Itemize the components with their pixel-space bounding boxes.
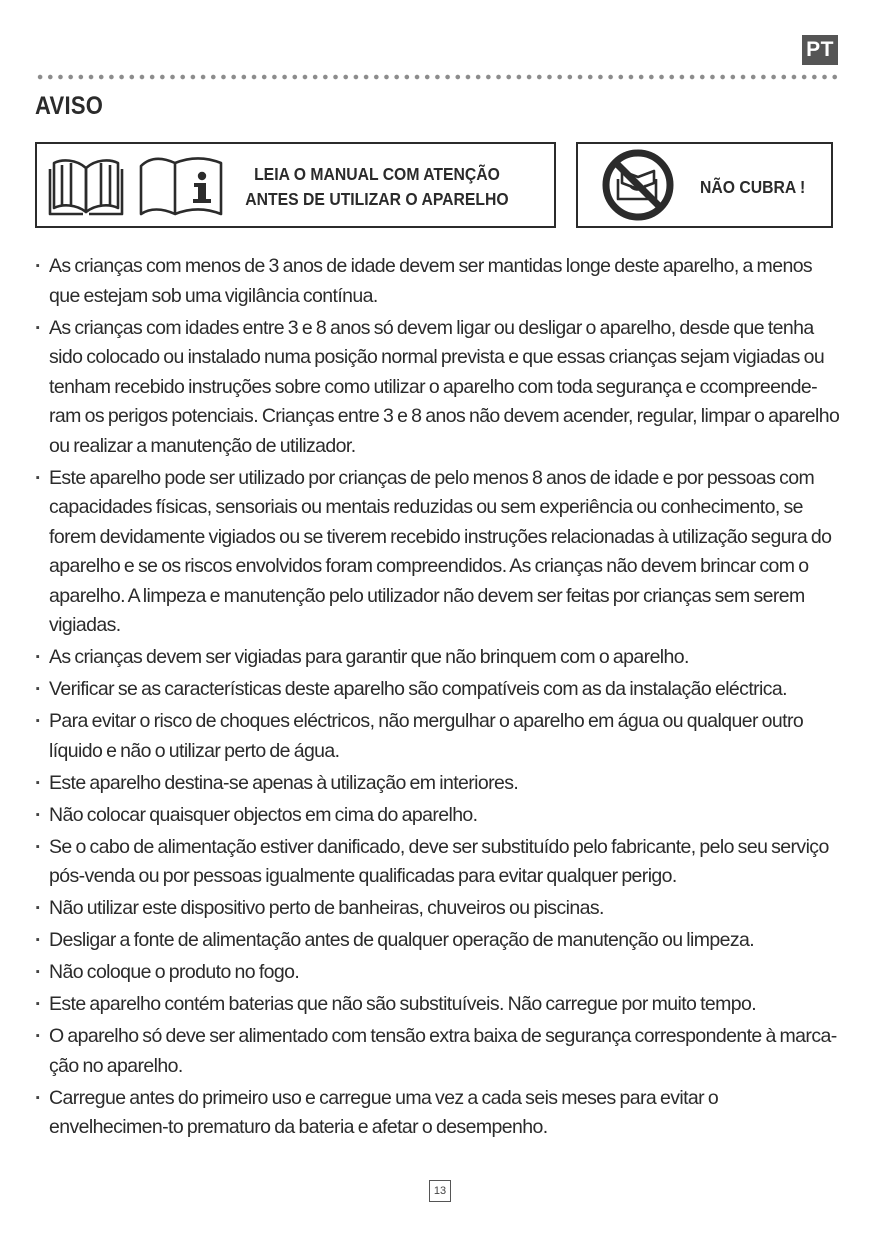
warning-item: · Se o cabo de alimentação estiver danificado, deve ser substituído pelo fabricante, pelo seu serviço pós-venda ou por pessoas igualmente qualificadas para evitar qualquer perigo. — [35, 833, 840, 892]
warning-item: · As crianças com menos de 3 anos de idade devem ser mantidas longe deste aparelho, a menos que estejam sob uma vigilância contínua. — [35, 252, 840, 311]
warning-item: · Para evitar o risco de choques eléctricos, não mergulhar o aparelho em água ou qualquer outro líquido e não o utilizar perto de água. — [35, 707, 840, 766]
warning-item: · Carregue antes do primeiro uso e carregue uma vez a cada seis meses para evitar o envelhecimen-to prematuro da bateria e afetar o desempenho. — [35, 1084, 840, 1143]
read-manual-notice — [35, 142, 556, 228]
warning-item: · O aparelho só deve ser alimentado com tensão extra baixa de segurança correspondente à marca-ção no aparelho. — [35, 1022, 840, 1081]
warning-item: · Verificar se as características deste aparelho são compatíveis com as da instalação eléctrica. — [35, 675, 840, 705]
warning-list — [35, 252, 840, 1145]
warning-item: · Não colocar quaisquer objectos em cima do aparelho. — [35, 801, 840, 831]
page-number: 13 — [429, 1180, 451, 1202]
warning-item: · Desligar a fonte de alimentação antes de qualquer operação de manutenção ou limpeza. — [35, 926, 840, 956]
book-icon — [47, 154, 125, 218]
warning-item: · Este aparelho destina-se apenas à utilização em interiores. — [35, 769, 840, 799]
read-manual-text — [242, 162, 512, 212]
do-not-cover-icon — [600, 147, 676, 223]
read-manual-line-1: LEIA O MANUAL COM ATENÇÃO — [254, 164, 500, 184]
page-title: AVISO — [35, 92, 104, 120]
warning-item: · Não coloque o produto no fogo. — [35, 958, 840, 988]
language-badge: PT — [802, 35, 838, 65]
do-not-cover-notice — [576, 142, 833, 228]
dotted-divider — [35, 74, 838, 80]
info-icon — [138, 154, 224, 218]
warning-item: · Não utilizar este dispositivo perto de banheiras, chuveiros ou piscinas. — [35, 894, 840, 924]
do-not-cover-text: NÃO CUBRA ! — [700, 177, 806, 197]
warning-item: · As crianças com idades entre 3 e 8 anos só devem ligar ou desligar o aparelho, desde que tenha sido colocado ou instalado numa posição normal prevista e que essas crianças sejam vigiadas ou tenham recebido instruções sobre como utilizar o aparelho com toda segurança e ccompreende-ram os perigos potenciais. Crianças entre 3 e 8 anos não devem acender, regular, limpar o aparelho ou realizar a manutenção de utilizador. — [35, 314, 840, 462]
warning-item: · As crianças devem ser vigiadas para garantir que não brinquem com o aparelho. — [35, 643, 840, 673]
read-manual-line-2: ANTES DE UTILIZAR O APARELHO — [245, 189, 509, 209]
warning-item: · Este aparelho contém baterias que não são substituíveis. Não carregue por muito tempo. — [35, 990, 840, 1020]
warning-item: · Este aparelho pode ser utilizado por crianças de pelo menos 8 anos de idade e por pessoas com capacidades físicas, sensoriais ou mentais reduzidas ou sem experiência ou conhecimento, se forem devidamente vigiados ou se tiverem recebido instruções relacionadas à utilização segura do aparelho e se os riscos envolvidos foram compreendidos. As crianças não devem brincar com o aparelho. A limpeza e manutenção pelo utilizador não devem ser feitas por crianças sem serem vigiadas. — [35, 464, 840, 641]
